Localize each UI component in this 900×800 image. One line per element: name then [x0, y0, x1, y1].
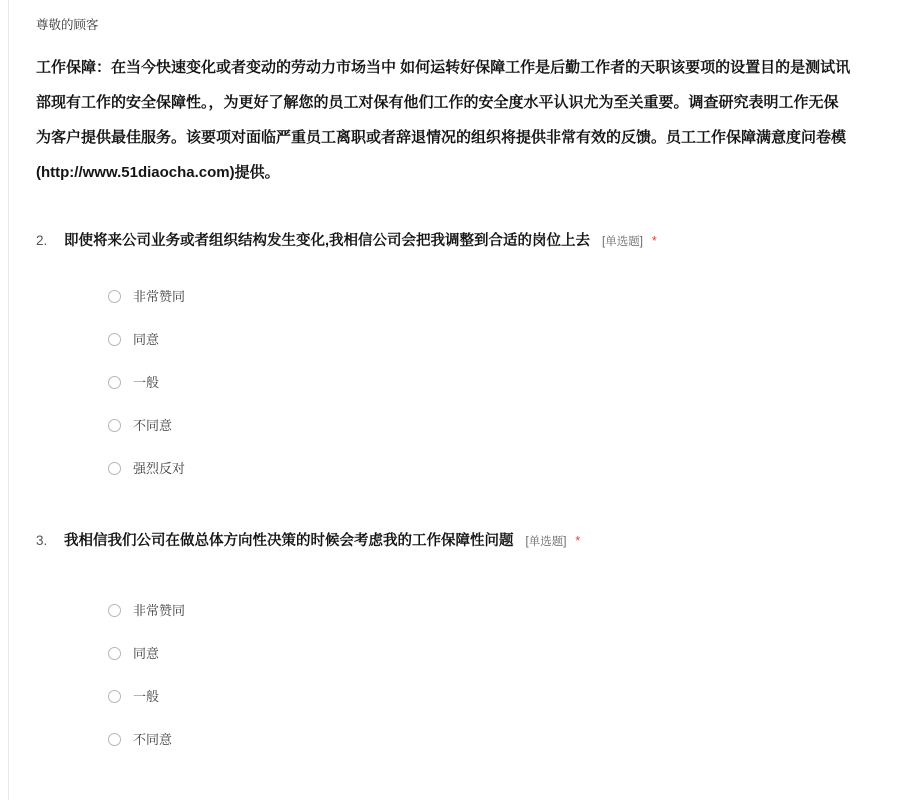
intro-paragraph — [36, 50, 900, 190]
question-3-title: 我相信我们公司在做总体方向性决策的时候会考虑我的工作保障性问题 — [64, 533, 514, 549]
radio-icon[interactable] — [108, 604, 121, 617]
intro-line-2: 部现有工作的安全保障性。，为更好了解您的员工对保有他们工作的安全度水平认识尤为至关重要。调查研究表明工作无保 — [36, 94, 839, 111]
question-3 — [36, 530, 900, 761]
question-3-option-4-label: 不同意 — [133, 731, 173, 747]
question-2-option-1-label: 非常赞同 — [133, 288, 186, 304]
intro-line-4: (http://www.51diaocha.com)提供。 — [36, 164, 280, 181]
question-3-option-2[interactable] — [108, 632, 900, 675]
question-2-option-4-label: 不同意 — [133, 417, 173, 433]
question-3-options — [36, 575, 900, 761]
question-3-options-spacer — [108, 575, 900, 589]
radio-icon[interactable] — [108, 419, 121, 432]
question-3-option-4[interactable] — [108, 718, 900, 761]
radio-icon[interactable] — [108, 462, 121, 475]
question-2-option-1[interactable] — [108, 275, 900, 318]
intro-line-1: 工作保障：在当今快速变化或者变动的劳动力市场当中 如何运转好保障工作是后勤工作者的天职该要项的设置目的是测试讯 — [36, 59, 851, 76]
question-3-option-1-label: 非常赞同 — [133, 602, 186, 618]
question-2-options — [36, 275, 900, 490]
question-2-header — [36, 230, 900, 253]
radio-icon[interactable] — [108, 333, 121, 346]
radio-icon[interactable] — [108, 647, 121, 660]
page-left-margin-rule — [0, 0, 9, 800]
question-2 — [36, 230, 900, 490]
question-2-type: [单选题] — [602, 236, 643, 248]
question-3-option-1[interactable] — [108, 589, 900, 632]
question-2-number: 2. — [36, 233, 48, 248]
question-3-option-3[interactable] — [108, 675, 900, 718]
radio-icon[interactable] — [108, 733, 121, 746]
question-3-option-2-label: 同意 — [133, 645, 160, 661]
question-3-option-3-label: 一般 — [133, 688, 160, 704]
survey-content — [36, 0, 900, 761]
radio-icon[interactable] — [108, 376, 121, 389]
question-3-number: 3. — [36, 533, 48, 548]
question-3-header — [36, 530, 900, 553]
question-2-option-2[interactable] — [108, 318, 900, 361]
intro-line-3: 为客户提供最佳服务。该要项对面临严重员工离职或者辞退情况的组织将提供非常有效的反馈。员工工作保障满意度问卷模 — [36, 129, 847, 146]
question-2-required-mark: * — [651, 234, 657, 248]
question-3-required-mark: * — [575, 534, 581, 548]
question-2-option-4[interactable] — [108, 404, 900, 447]
radio-icon[interactable] — [108, 290, 121, 303]
question-2-title: 即使将来公司业务或者组织结构发生变化,我相信公司会把我调整到合适的岗位上去 — [64, 233, 591, 249]
question-2-option-5[interactable] — [108, 447, 900, 490]
salutation-text: 尊敬的顾客 — [36, 18, 99, 32]
question-2-option-3[interactable] — [108, 361, 900, 404]
radio-icon[interactable] — [108, 690, 121, 703]
question-2-option-2-label: 同意 — [133, 331, 160, 347]
question-2-option-3-label: 一般 — [133, 374, 160, 390]
question-2-option-5-label: 强烈反对 — [133, 460, 186, 476]
question-3-type: [单选题] — [525, 536, 567, 548]
